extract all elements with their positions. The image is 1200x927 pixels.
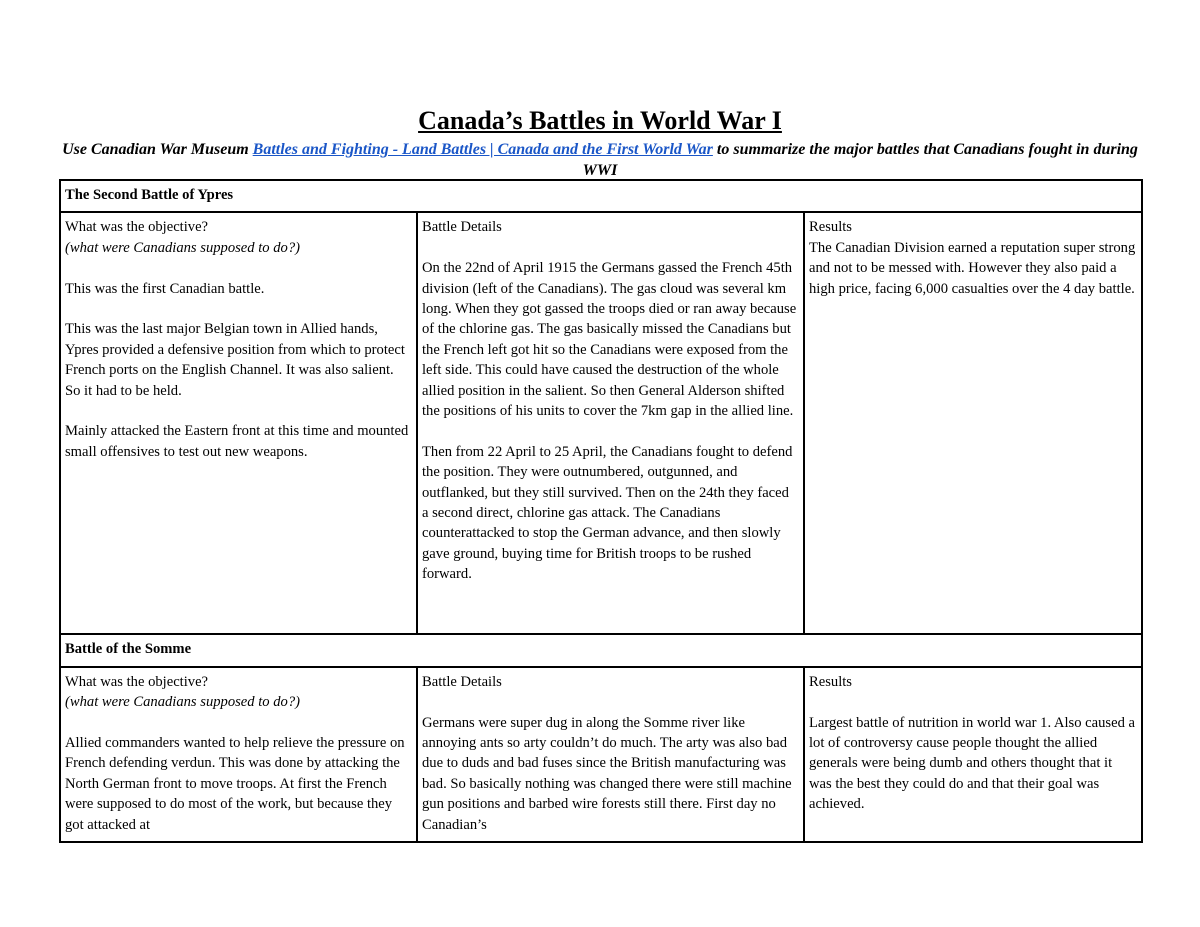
battle-header-somme [60,634,1142,666]
objective-label: What was the objective? [65,219,209,236]
battle-header-ypres [60,180,1142,212]
results-text: Largest battle of nutrition in world war 1. Also caused a lot of controversy cause people thought the allied generals were being dumb and others thought that it was the best they could do and that their goal was achieved. [809,714,1135,813]
objective-paragraph: Mainly attacked the Eastern front at this time and mounted small offensives to test out new weapons. [65,423,409,460]
details-paragraph: Then from 22 April to 25 April, the Canadians fought to defend the position. They were outnumbered, outgunned, and outflanked, but they still survived. Then on the 24th they faced a second direct, chlorine gas attack. The Canadians counterattacked to stop the German advance, and then slowly gave ground, buying time for British troops to be rushed forward. [422,443,793,583]
details-label: Battle Details [422,673,502,690]
document-title: Canada’s Battles in World War I [418,106,782,135]
objective-paragraph: This was the last major Belgian town in Allied hands, Ypres provided a defensive position from which to protect French ports on the English Channel. It was also salient. So it had to be held. [65,321,405,399]
details-cell [417,667,804,842]
museum-link[interactable]: Battles and Fighting - Land Battles | Canada and the First World War [252,141,713,158]
battles-table [59,179,1143,843]
details-paragraph: Germans were super dug in along the Somme river like annoying ants so arty couldn’t do much. The arty was also bad due to duds and bad fuses since the British manufacturing was bad. So basically nothing was changed there were still machine gun positions and barbed wire forests still there. First day no Canadian’s [422,714,792,833]
battle-name: Battle of the Somme [60,634,1142,666]
results-label: Results [809,673,852,690]
subtitle-outro: to summarize the major battles that Canadians fought in during WWI [582,141,1138,179]
results-cell [804,667,1142,842]
objective-cell [60,212,417,634]
battle-row-ypres [60,212,1142,634]
objective-hint: (what were Canadians supposed to do?) [65,694,300,711]
details-label: Battle Details [422,219,502,236]
results-text: The Canadian Division earned a reputation super strong and not to be messed with. However they also paid a high price, facing 6,000 casualties over the 4 day battle. [809,239,1136,297]
details-cell [417,212,804,634]
battle-name: The Second Battle of Ypres [60,180,1142,212]
objective-hint: (what were Canadians supposed to do?) [65,239,300,256]
document-subtitle [60,139,1140,181]
subtitle-intro: Use Canadian War Museum [62,141,253,158]
details-paragraph: On the 22nd of April 1915 the Germans gassed the French 45th division (left of the Canadians). The gas cloud was several km long. When they got gassed the troops died or ran away because of the chlorine gas. The gas basically missed the Canadians but the French left got hit so the Canadians were exposed from the left side. This could have caused the destruction of the whole allied position in the salient. So then General Alderson shifted the positions of his units to cover the 7km gap in the allied line. [422,260,797,420]
objective-cell [60,667,417,842]
battle-row-somme [60,667,1142,842]
objective-paragraph: Allied commanders wanted to help relieve the pressure on French defending verdun. This was done by attacking the North German front to move troops. At first the French were supposed to do most of the work, but because they got attacked at [65,735,405,833]
results-cell [804,212,1142,634]
objective-paragraph: This was the first Canadian battle. [65,280,265,297]
objective-label: What was the objective? [65,673,209,690]
results-label: Results [809,219,852,236]
